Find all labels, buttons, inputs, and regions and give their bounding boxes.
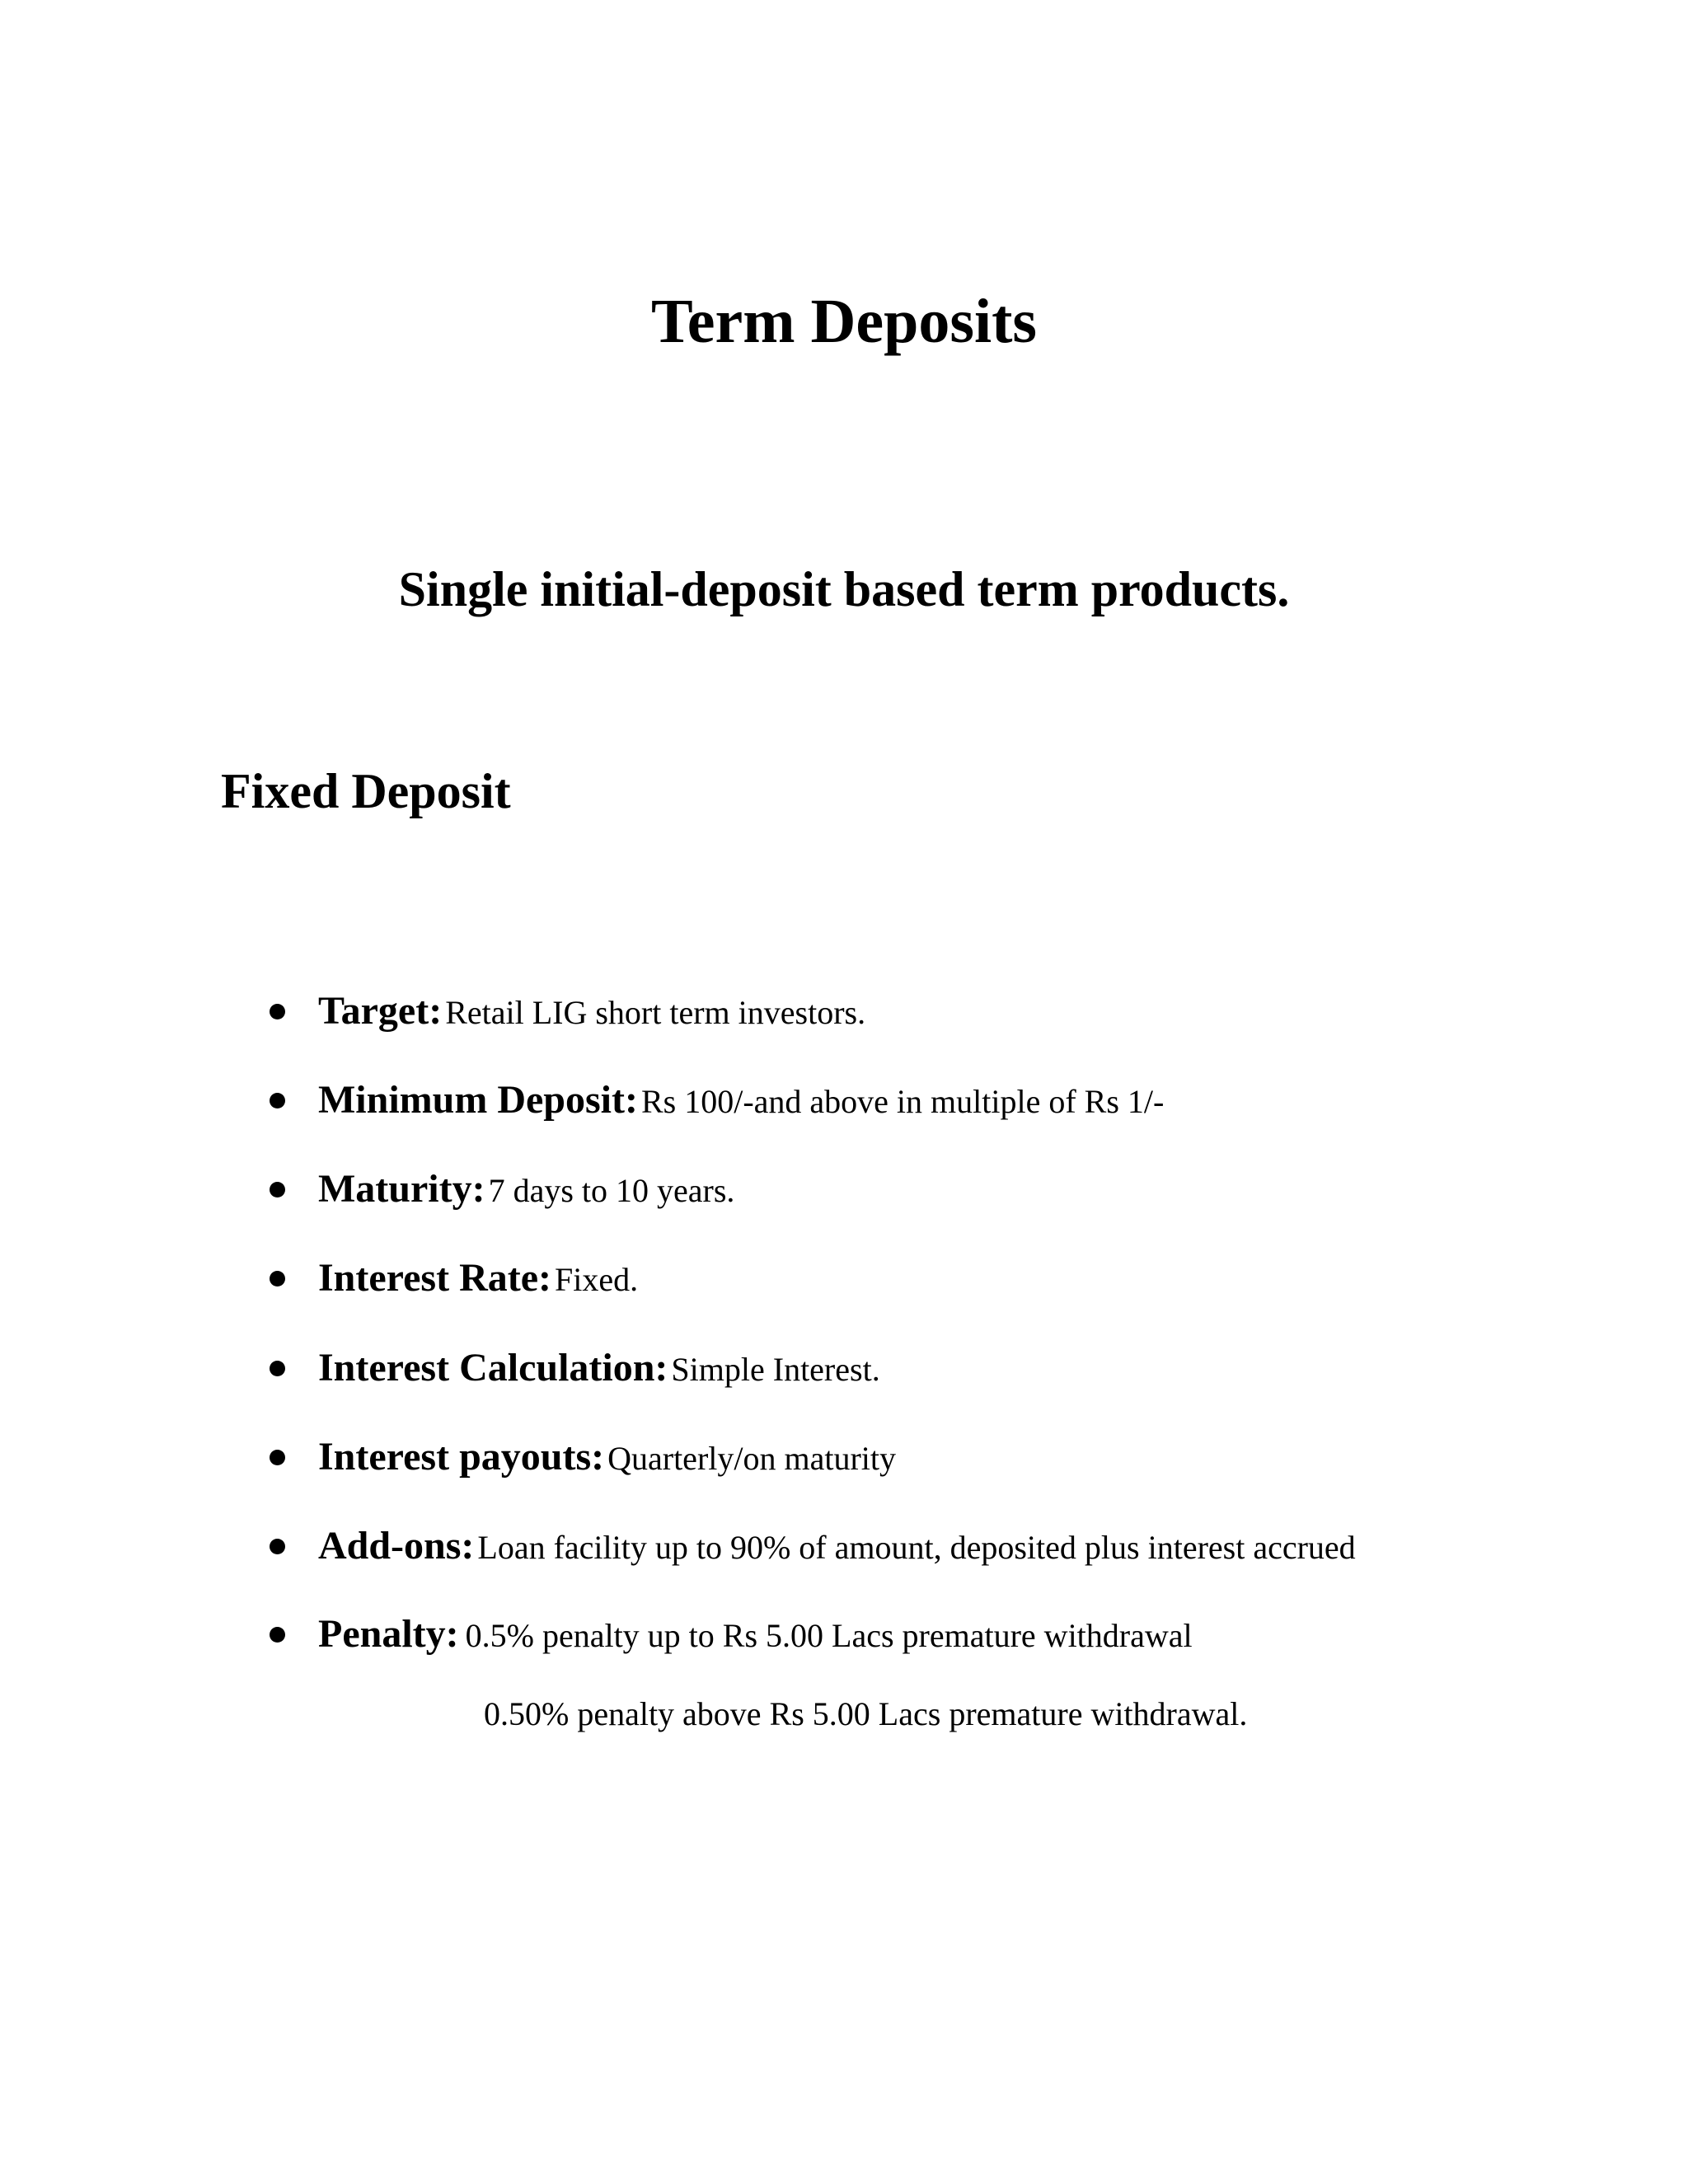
feature-text	[318, 1601, 1193, 1676]
feature-item-target	[0, 978, 1484, 1044]
bullet-icon	[269, 1601, 285, 1667]
feature-label: Penalty:	[318, 1612, 459, 1656]
feature-label: Add-ons:	[318, 1524, 475, 1568]
feature-text	[318, 1513, 1356, 1588]
feature-value: Rs 100/-and above in multiple of Rs 1/-	[640, 1083, 1165, 1120]
feature-text	[318, 1245, 638, 1320]
feature-item-minimum-deposit	[0, 1067, 1484, 1133]
bullet-icon	[269, 1335, 285, 1401]
feature-item-interest-payouts	[0, 1424, 1484, 1490]
document-subtitle: Single initial-deposit based term products.	[398, 562, 1290, 616]
bullet-icon	[269, 1067, 285, 1133]
feature-label: Maturity:	[318, 1167, 485, 1211]
feature-item-add-ons	[0, 1513, 1484, 1579]
penalty-continuation-line: 0.50% penalty above Rs 5.00 Lacs premature withdrawal.	[484, 1695, 1248, 1732]
feature-item-penalty	[0, 1601, 1484, 1667]
feature-text	[318, 1424, 896, 1499]
bullet-icon	[269, 1245, 285, 1311]
feature-value: Retail LIG short term investors.	[445, 994, 866, 1031]
feature-value: Fixed.	[555, 1261, 639, 1298]
bullet-icon	[269, 1156, 285, 1222]
bullet-icon	[269, 1513, 285, 1579]
feature-text	[318, 978, 865, 1053]
feature-text	[318, 1067, 1164, 1142]
feature-label: Interest Rate:	[318, 1256, 552, 1300]
feature-label: Target:	[318, 989, 443, 1033]
section-heading: Fixed Deposit	[221, 764, 511, 818]
feature-text	[318, 1156, 734, 1231]
bullet-icon	[269, 978, 285, 1044]
feature-text	[318, 1335, 880, 1410]
feature-value: Loan facility up to 90% of amount, deposited plus interest accrued	[477, 1529, 1356, 1566]
feature-label: Minimum Deposit:	[318, 1078, 638, 1122]
feature-label: Interest Calculation:	[318, 1346, 668, 1390]
feature-label: Interest payouts:	[318, 1435, 605, 1479]
feature-item-maturity	[0, 1156, 1484, 1222]
feature-item-interest-rate	[0, 1245, 1484, 1311]
document-title: Term Deposits	[651, 287, 1037, 356]
feature-value: Simple Interest.	[671, 1351, 880, 1388]
feature-item-interest-calculation	[0, 1335, 1484, 1401]
bullet-icon	[269, 1424, 285, 1490]
feature-value: 7 days to 10 years.	[488, 1172, 735, 1209]
feature-value: Quarterly/on maturity	[607, 1440, 897, 1477]
feature-value: 0.5% penalty up to Rs 5.00 Lacs premature withdrawal	[465, 1617, 1193, 1654]
